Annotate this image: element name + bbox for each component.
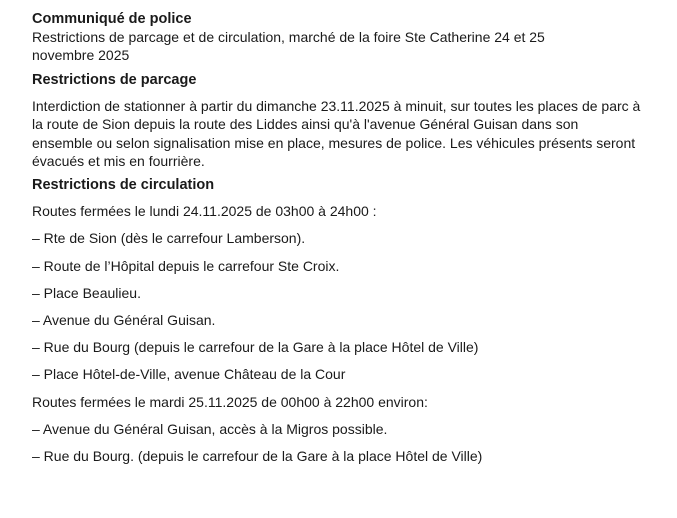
monday-closures-intro: Routes fermées le lundi 24.11.2025 de 03h00 à 24h00 : bbox=[32, 203, 377, 220]
list-item: – Rue du Bourg. (depuis le carrefour de la Gare à la place Hôtel de Ville) bbox=[32, 447, 483, 464]
list-item: – Avenue du Général Guisan. bbox=[32, 311, 216, 328]
communique-title: Communiqué de police bbox=[32, 11, 192, 27]
list-item: – Place Beaulieu. bbox=[32, 284, 141, 301]
list-item: – Place Hôtel-de-Ville, avenue Château de la Cour bbox=[32, 366, 346, 383]
list-item: – Rte de Sion (dès le carrefour Lamberson). bbox=[32, 230, 306, 247]
list-item: – Route de l’Hôpital depuis le carrefour Ste Croix. bbox=[32, 257, 340, 274]
list-item: – Rue du Bourg (depuis le carrefour de la Gare à la place Hôtel de Ville) bbox=[32, 339, 479, 356]
parking-restrictions-heading: Restrictions de parcage bbox=[32, 72, 197, 88]
tuesday-closures-intro: Routes fermées le mardi 25.11.2025 de 00h00 à 22h00 environ: bbox=[32, 393, 428, 410]
list-item: – Avenue du Général Guisan, accès à la Migros possible. bbox=[32, 420, 388, 437]
communique-subtitle: Restrictions de parcage et de circulation, marché de la foire Ste Catherine 24 et 25 novembre 2025 bbox=[32, 29, 545, 63]
traffic-restrictions-heading: Restrictions de circulation bbox=[32, 177, 215, 194]
parking-restrictions-text: Interdiction de stationner à partir du dimanche 23.11.2025 à minuit, sur toutes les places de parc à la route de Sion depuis la route des Liddes ainsi qu'à l'avenue Général Guisan dans son ensemble ou selon signalisation mise en place, mesures de police. Les véhicules présents seront évacués et mis en fourrière. bbox=[32, 98, 641, 169]
